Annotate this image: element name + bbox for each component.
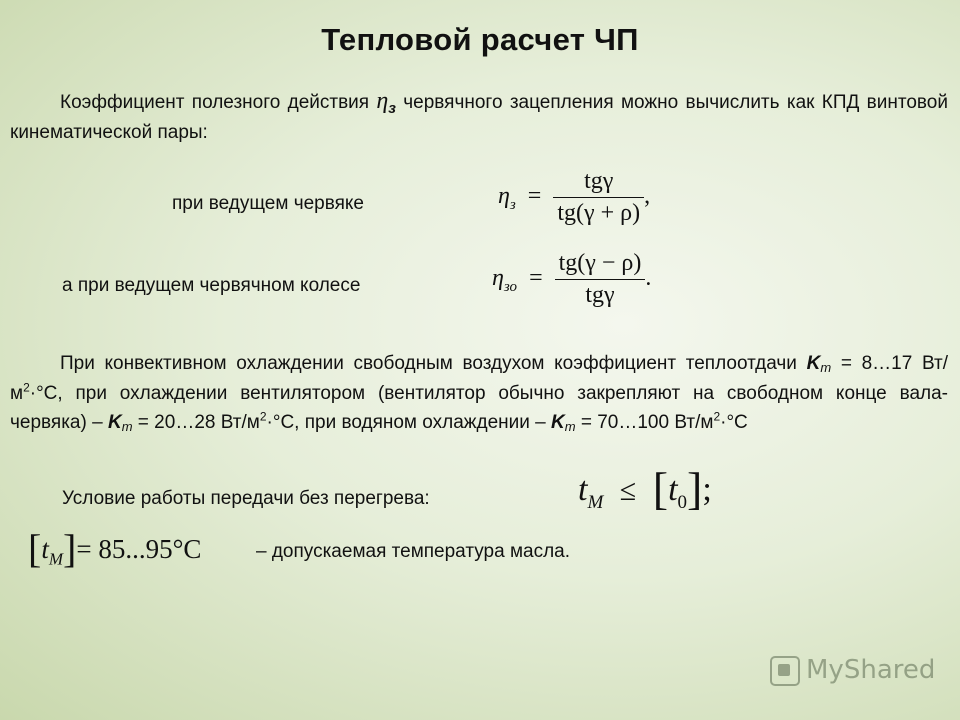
kt-subscript-1: т (820, 360, 832, 375)
case1-fraction (553, 168, 644, 227)
allowed-description: – допускаемая температура масла. (256, 541, 571, 562)
case1-denominator: tg(γ + ρ) (557, 200, 641, 226)
formula-allowed-temperature: $[t_M]= 85...95^\circ C$ (28, 526, 202, 571)
formula-overheat-condition: $t_M \le [t_0]$; (578, 463, 712, 514)
case1-tail: , (644, 183, 651, 210)
kt-subscript-3: т (564, 419, 576, 434)
logo-icon (770, 656, 800, 686)
intro-text-start: Коэффициент полезного действия (60, 92, 377, 113)
watermark-logo (770, 655, 935, 686)
unit-sup-2: 2 (259, 409, 267, 424)
formula-efficiency-wheel: $\eta_{зо}$ = $\frac{tg(\gamma - \rho)}{\text{tgγ}}$ . (492, 250, 652, 308)
case2-label: а при ведущем червячном колесе (62, 275, 361, 296)
cooling-text-1: При конвективном охлаждении свободным воздухом коэффициент теплоотдачи (60, 353, 807, 374)
intro-paragraph (10, 87, 948, 147)
unit-sup-3: 2 (713, 409, 721, 424)
kt-symbol-2: K (107, 412, 122, 433)
cooling-text-6: = 70…100 Вт/м (575, 412, 714, 433)
eta-symbol: η (376, 88, 389, 114)
condition-rhs-sub: 0 (677, 491, 688, 513)
condition-lhs: t (578, 471, 588, 508)
cooling-text-2: = 8…17 Вт/м (10, 353, 948, 404)
cooling-paragraph (10, 349, 948, 438)
case1-lhs-sub: з (509, 196, 516, 213)
case1-numerator: tgγ (553, 168, 644, 198)
watermark-text-1: MySh (806, 655, 877, 685)
eta-subscript: з (388, 100, 396, 117)
case2-fraction (555, 250, 646, 309)
cooling-text-3: ·°С, при охлаждении вентилятором (вентилятор обычно закрепляют на свободном конце вала-червяка) – (10, 383, 948, 433)
formula-efficiency-worm: $\eta_з$ = $\frac{\text{tgγ}}{tg(\gamma + \rho)}$ , (498, 168, 651, 226)
page-title: Тепловой расчет ЧП (321, 22, 639, 57)
condition-lhs-sub: M (587, 491, 604, 513)
allowed-var-sub: M (48, 549, 64, 569)
case2-lhs: η (492, 265, 504, 292)
case2-denominator: tgγ (585, 282, 615, 308)
case2-tail: . (645, 265, 652, 292)
condition-label: Условие работы передачи без перегрева: (62, 488, 430, 509)
unit-sup-1: 2 (23, 380, 30, 395)
kt-subscript-2: т (121, 419, 133, 434)
allowed-var: t (41, 534, 49, 564)
cooling-text-5: ·°С, при водяном охлаждении – (266, 412, 551, 433)
case1-label: при ведущем червяке (172, 193, 364, 214)
kt-symbol-1: K (806, 353, 821, 374)
condition-op: ≤ (619, 474, 637, 507)
case2-numerator: tg(γ − ρ) (555, 250, 646, 280)
case1-lhs: η (498, 183, 510, 210)
cooling-text-4: = 20…28 Вт/м (132, 412, 260, 433)
watermark-text-2: ared (876, 655, 936, 685)
kt-symbol-3: K (551, 412, 565, 433)
cooling-text-7: ·°С (720, 412, 748, 433)
allowed-value: = 85...95°C (76, 534, 202, 564)
condition-tail: ; (702, 471, 712, 508)
condition-rhs: t (668, 471, 678, 508)
intro-text-end: червячного зацепления можно вычислить как КПД винтовой кинематической пары: (10, 92, 948, 143)
case2-lhs-sub: зо (503, 278, 518, 295)
